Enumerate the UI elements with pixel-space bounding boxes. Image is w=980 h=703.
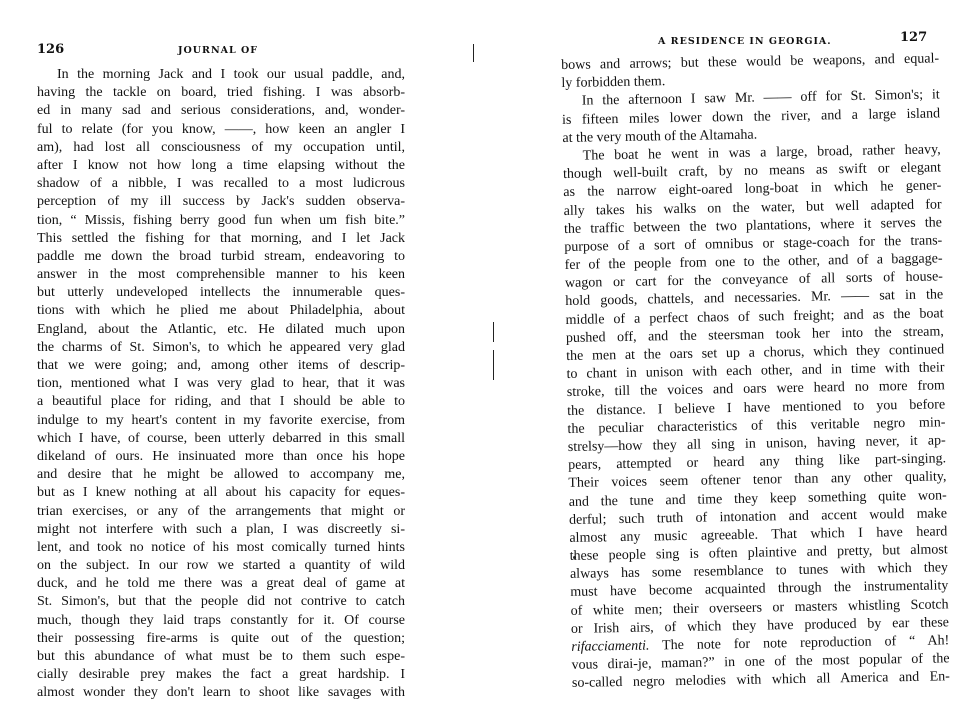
text-line: at the very mouth of the Altamaha. — [562, 127, 758, 146]
text-line: always has some resemblance to tunes with which they — [569, 560, 949, 583]
text-line: shadow of a nibble, I was recalled to a most ludicrous — [37, 176, 405, 192]
text-line: but as I knew nothing at all about his capacity for eques- — [37, 485, 405, 501]
text-line: In the morning Jack and I took our usual paddle, and, — [57, 67, 405, 82]
text-line: to chant in unison with each other, and in time with their — [566, 360, 945, 383]
right-page — [490, 0, 980, 692]
text-line: pushed off, and the steersman took her into the stream, — [565, 324, 944, 346]
text-line: but utterly undeveloped intellects the innumerable ques- — [37, 285, 405, 301]
text-line: rifacciamenti. The note for note reproduction of “ Ah! — [571, 633, 950, 655]
text-line: middle of a perfect chaos of such freight; and as the boat — [565, 305, 944, 328]
text-line: vous dirai-je, maman?” in one of the most popular of the — [571, 651, 950, 674]
text-line: as the narrow eight-oared long-boat in which he gener- — [563, 178, 942, 201]
text-line: must have become acquainted through the instrumentality — [570, 578, 949, 601]
text-line: tions with which he plied me about Philadelphia, about — [37, 303, 405, 319]
text-line: tion, mentioned what I was very glad to hear, that it was — [37, 376, 405, 392]
text-line: purpose of a sort of omnibus or stage-coach for the trans- — [564, 233, 943, 255]
right-page-number: 127 — [900, 30, 928, 45]
text-line: St. Simon's, but that the people did not contrive to catch — [37, 594, 405, 610]
text-line: which I have, of course, been utterly debarred in this small — [37, 430, 405, 446]
text-line: these people sing is often plaintive and pretty, but almost — [569, 542, 948, 564]
text-line: fer of the people from one to the other, and of a baggage- — [564, 251, 943, 274]
text-line: answer in the most comprehensible manner to his keen — [37, 267, 405, 283]
text-line: and the tune and time they keep something quite won- — [568, 487, 947, 510]
left-page-body — [37, 66, 405, 703]
text-line: a beautiful place for riding, and that I should be able to — [37, 394, 405, 410]
text-line: In the afternoon I saw Mr. —— off for St. Simon's; it — [581, 87, 940, 110]
right-page-body — [561, 50, 950, 693]
text-line: stroke, till the voices and oars were heard no more from — [566, 378, 945, 401]
text-line: wagon or cart for the conveyance of all sorts of house- — [564, 269, 944, 292]
text-line: am), had lost all consciousness of my occupation until, — [37, 139, 405, 155]
text-line: though well-built craft, by no means as swift or elegant — [562, 160, 942, 183]
text-line: so-called negro melodies with which all America and En- — [571, 669, 951, 692]
text-line: This settled the fishing for that morning, and I let Jack — [37, 230, 405, 246]
text-line: almost any music agreeable. That which I have heard — [569, 524, 948, 546]
text-line: their possessing fire-arms is quite out of the question; — [37, 630, 405, 646]
text-line: hold goods, chattels, and necessaries. Mr. —— sat in the — [565, 287, 944, 310]
text-line: the men at the oars set up a chorus, which they continued — [566, 342, 945, 364]
text-line: is fifteen miles lower down the river, and a large island — [561, 105, 941, 128]
text-line: bows and arrows; but these would be weapons, and equal- — [561, 51, 940, 73]
gutter-mark — [473, 44, 474, 62]
text-line: lent, and took no notice of his most comically turned hints — [37, 539, 405, 555]
text-line: might not interfere with such a plan, I was discreetly si- — [37, 521, 405, 537]
text-line: paddle me down the broad turbid stream, endeavoring to — [37, 248, 405, 264]
text-line: trian exercises, or any of the arrangements that might or — [37, 503, 405, 519]
text-line: ly forbidden them. — [561, 74, 666, 92]
text-line: duck, and he told me there was a great deal of game at — [37, 576, 405, 592]
text-line: England, about the Atlantic, etc. He dilated much upon — [37, 321, 405, 337]
text-line: indulge to my heart's content in my favorite exercise, from — [37, 412, 405, 428]
text-line: tion, “ Missis, fishing berry good fun when um fish bite.” — [37, 212, 405, 228]
text-line: of white men; their overseers or masters whistling Scotch — [570, 596, 949, 619]
text-line: The boat he went in was a large, broad, rather heavy, — [582, 142, 941, 164]
text-line: after I know not how long a time elapsing without the — [37, 157, 405, 173]
text-line: derful; such truth of intonation and accent would make — [568, 506, 948, 528]
text-line: cially desirable prey makes the fact a great hardship. I — [37, 667, 405, 683]
text-line: strelsy—how they all sing in unison, having never, it ap- — [567, 433, 946, 455]
left-page-number: 126 — [37, 42, 65, 57]
text-line: but this abundance of what must be to them such espe- — [37, 649, 405, 664]
text-line: having the tackle on board, tried fishing. I was absorb- — [37, 85, 405, 101]
text-line: dikeland of ours. He insinuated more than once his hope — [37, 448, 405, 464]
text-line: pears, attempted or heard any thing like part-singing. — [568, 451, 947, 474]
text-line: the peculiar characteristics of this veritable negro min- — [567, 415, 946, 437]
left-page — [0, 0, 470, 701]
text-line: perception of my ill success by Jack's sudden observa- — [37, 194, 405, 210]
text-line: Their voices seem oftener tenor than any other quality, — [568, 469, 947, 492]
right-running-head: A RESIDENCE IN GEORGIA. — [658, 36, 832, 47]
text-line: ful to relate (for you know, ——, how keen an angler I — [37, 121, 405, 137]
text-line: the charms of St. Simon's, to which he appeared very glad — [37, 339, 405, 355]
text-line: on the subject. In our row we started a quantity of wild — [37, 558, 405, 574]
left-running-head: JOURNAL OF — [178, 45, 259, 56]
text-line: that we were going; and, among other items of descrip- — [37, 358, 405, 373]
text-line: ally takes his walks on the water, but well adapted for — [563, 196, 942, 219]
text-line: almost wonder they don't learn to shoot like savages with — [37, 685, 405, 701]
text-line: the traffic between the two plantations, where it serves the — [563, 215, 943, 237]
text-line: ed in many sad and serious considerations, and, wonder- — [37, 103, 405, 119]
text-line: much, though they laid traps constantly for it. Of course — [37, 612, 405, 628]
text-line: or Irish airs, of which they have produced by ear these — [570, 615, 950, 637]
text-line: and desire that he might be allowed to accompany me, — [37, 467, 405, 483]
text-line: the distance. I believe I have mentioned to you before — [567, 396, 946, 419]
